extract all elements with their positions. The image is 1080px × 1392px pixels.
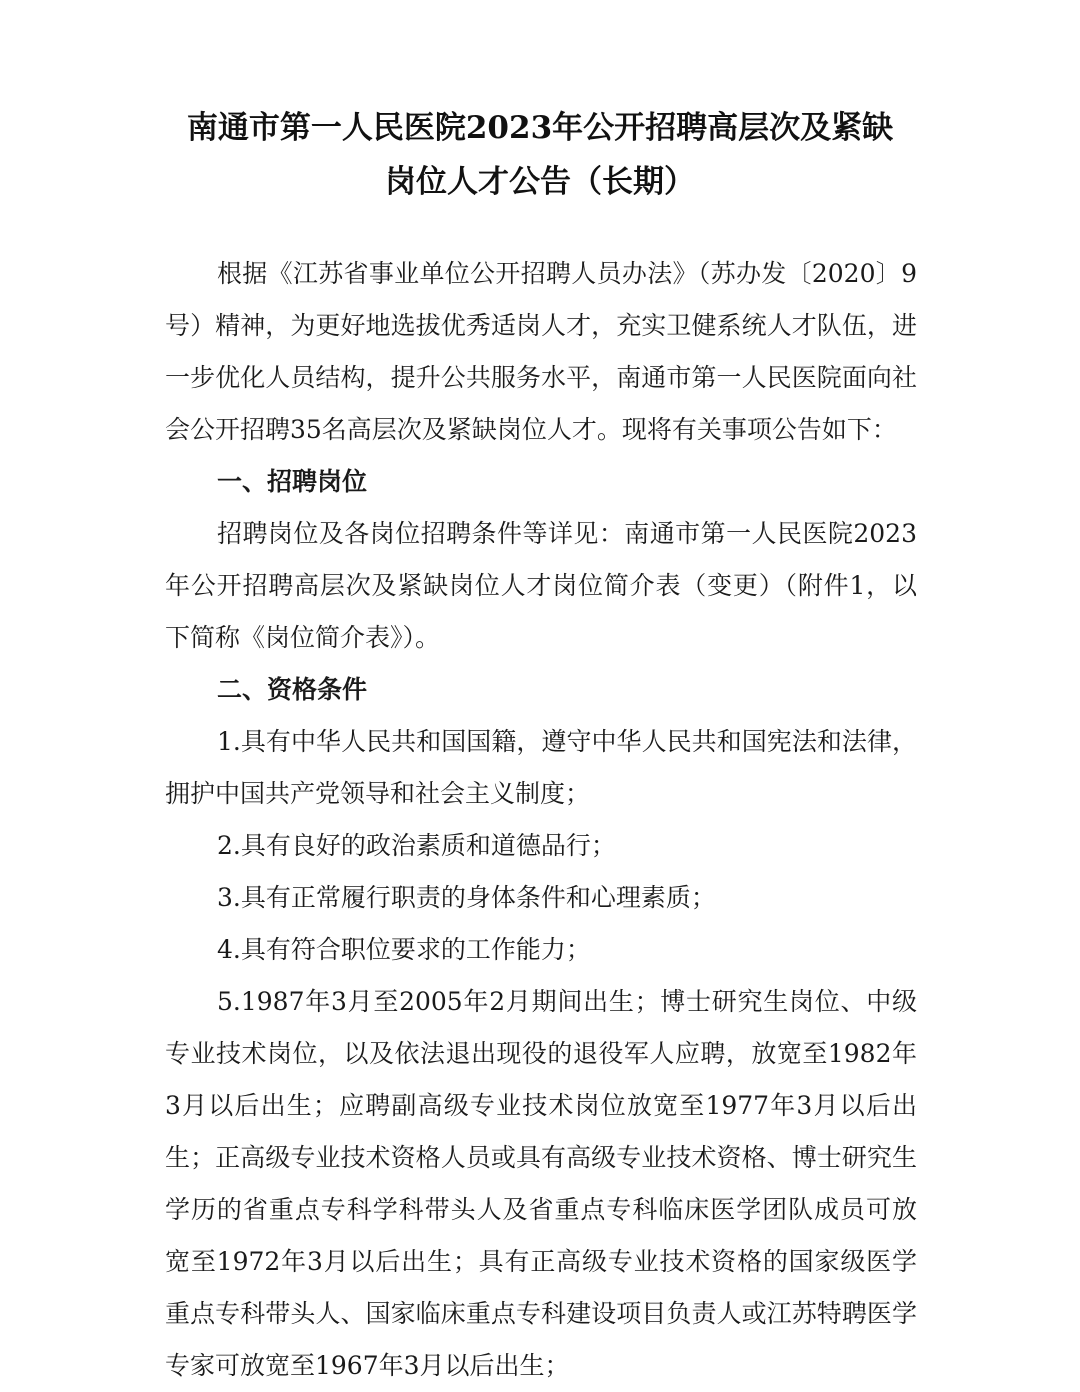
intro-line: 一步优化人员结构，提升公共服务水平，南通市第一人民医院面向社 [165, 363, 917, 392]
qualification-item-5-cont: 重点专科带头人、国家临床重点专科建设项目负责人或江苏特聘医学 [165, 1299, 917, 1328]
qualification-item-1: 1.具有中华人民共和国国籍，遵守中华人民共和国宪法和法律， [217, 727, 917, 756]
qualification-item-5-cont: 学历的省重点专科学科带头人及省重点专科临床医学团队成员可放 [165, 1195, 917, 1224]
section-heading-qualifications: 二、资格条件 [217, 675, 368, 704]
section1-line: 年公开招聘高层次及紧缺岗位人才岗位简介表（变更）（附件1，以 [165, 571, 917, 600]
qualification-item-5-cont: 3月以后出生；应聘副高级专业技术岗位放宽至1977年3月以后出 [165, 1091, 917, 1120]
qualification-item-5-cont: 生；正高级专业技术资格人员或具有高级专业技术资格、博士研究生 [165, 1143, 917, 1172]
document-body [165, 248, 917, 1392]
intro-line: 根据《江苏省事业单位公开招聘人员办法》（苏办发〔2020〕9 [217, 259, 917, 288]
qualification-item-5-cont: 宽至1972年3月以后出生；具有正高级专业技术资格的国家级医学 [165, 1247, 917, 1276]
qualification-item-1-cont: 拥护中国共产党领导和社会主义制度； [165, 779, 591, 808]
qualification-item-5-cont: 专家可放宽至1967年3月以后出生； [165, 1351, 570, 1380]
qualification-item-3: 3.具有正常履行职责的身体条件和心理素质； [217, 883, 716, 912]
section1-line: 下简称《岗位简介表》）。 [165, 623, 441, 652]
qualification-item-5: 5.1987年3月至2005年2月期间出生；博士研究生岗位、中级 [217, 987, 917, 1016]
qualification-item-4: 4.具有符合职位要求的工作能力； [217, 935, 591, 964]
document-title-line-2: 岗位人才公告（长期） [385, 164, 695, 200]
intro-line: 号）精神，为更好地选拔优秀适岗人才，充实卫健系统人才队伍，进 [165, 311, 917, 340]
document-title-line-1: 南通市第一人民医院2023年公开招聘高层次及紧缺 [186, 110, 894, 146]
qualification-item-2: 2.具有良好的政治素质和道德品行； [217, 831, 616, 860]
intro-line: 会公开招聘35名高层次及紧缺岗位人才。现将有关事项公告如下： [165, 415, 897, 444]
qualification-item-5-cont: 专业技术岗位，以及依法退出现役的退役军人应聘，放宽至1982年 [165, 1039, 917, 1068]
section1-line: 招聘岗位及各岗位招聘条件等详见：南通市第一人民医院2023 [217, 519, 917, 548]
section-heading-positions: 一、招聘岗位 [217, 467, 368, 496]
